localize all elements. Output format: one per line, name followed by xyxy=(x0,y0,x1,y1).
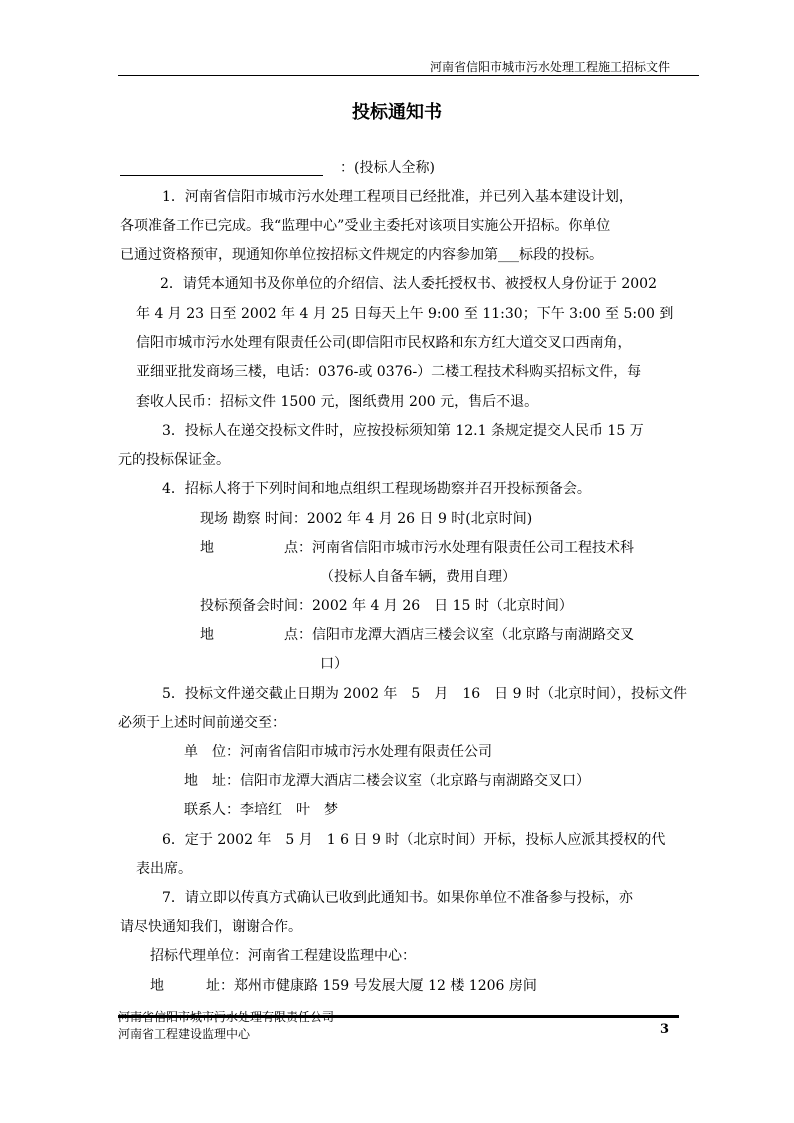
paragraph-line: （投标人自备车辆，费用自理） xyxy=(320,569,516,585)
paragraph-line: 招标代理单位：河南省工程建设监理中心： xyxy=(150,948,416,964)
paragraph-line: 4．招标人将于下列时间和地点组织工程现场勘察并召开投标预备会。 xyxy=(162,481,591,497)
paragraph-line: 已通过资格预审，现通知你单位按招标文件规定的内容参加第___标段的投标。 xyxy=(120,247,603,263)
paragraph-line: 亚细亚批发商场三楼，电话：0376-或 0376-）二楼工程技术科购买招标文件，每 xyxy=(136,364,642,380)
paragraph-line: 7．请立即以传真方式确认已收到此通知书。如果你单位不准备参与投标，亦 xyxy=(162,890,633,906)
paragraph-line: 口） xyxy=(320,656,348,672)
addressee-label: ：(投标人全称) xyxy=(340,160,435,176)
paragraph-line: 地 点：信阳市龙潭大酒店三楼会议室（北京路与南湖路交叉 xyxy=(200,627,634,643)
paragraph-line: 6．定于 2002 年 5 月 1 6 日 9 时（北京时间）开标，投标人应派其授权的代 xyxy=(162,832,666,848)
paragraph-line: 信阳市城市污水处理有限责任公司(即信阳市民权路和东方红大道交叉口西南角， xyxy=(136,335,632,351)
paragraph-line: 单 位：河南省信阳市城市污水处理有限责任公司 xyxy=(184,744,492,760)
page-number: 3 xyxy=(660,1022,670,1037)
paragraph-line: 套收人民币：招标文件 1500 元，图纸费用 200 元，售后不退。 xyxy=(136,394,539,410)
paragraph-line: 地 点：河南省信阳市城市污水处理有限责任公司工程技术科 xyxy=(200,540,634,556)
addressee-blank-line xyxy=(120,175,323,176)
paragraph-line: 1．河南省信阳市城市污水处理工程项目已经批准，并已列入基本建设计划， xyxy=(162,189,633,205)
document-title: 投标通知书 xyxy=(352,102,442,123)
paragraph-line: 各项准备工作已完成。我“监理中心”受业主委托对该项目实施公开招标。你单位 xyxy=(120,218,611,234)
paragraph-line: 元的投标保证金。 xyxy=(118,452,230,468)
header-rule xyxy=(118,75,699,76)
footer-rule xyxy=(118,1015,679,1018)
running-header: 河南省信阳市城市污水处理工程施工招标文件 xyxy=(430,60,671,74)
paragraph-line: 请尽快通知我们，谢谢合作。 xyxy=(120,919,302,935)
paragraph-line: 地 址：信阳市龙潭大酒店二楼会议室（北京路与南湖路交叉口） xyxy=(184,773,590,789)
paragraph-line: 表出席。 xyxy=(136,861,192,877)
footer-org-owner: 河南省信阳市城市污水处理有限责任公司 xyxy=(118,1010,335,1024)
paragraph-line: 年 4 月 23 日至 2002 年 4 月 25 日每天上午 9:00 至 11:30；下午 3:00 至 5:00 到 xyxy=(136,306,674,322)
paragraph-line: 必须于上述时间前递交至： xyxy=(118,715,286,731)
paragraph-line: 5．投标文件递交截止日期为 2002 年 5 月 16 日 9 时（北京时间），投标文件 xyxy=(162,686,687,702)
paragraph-line: 投标预备会时间：2002 年 4 月 26 日 15 时（北京时间） xyxy=(200,598,573,614)
footer-org-agent: 河南省工程建设监理中心 xyxy=(118,1027,251,1041)
paragraph-line: 现场 勘察 时间：2002 年 4 月 26 日 9 时(北京时间) xyxy=(200,511,533,527)
paragraph-line: 2．请凭本通知书及你单位的介绍信、法人委托授权书、被授权人身份证于 2002 xyxy=(160,276,657,292)
paragraph-line: 联系人：李培红 叶 梦 xyxy=(184,802,338,818)
paragraph-line: 3．投标人在递交投标文件时，应按投标须知第 12.1 条规定提交人民币 15 万 xyxy=(162,423,644,439)
paragraph-line: 地 址：郑州市健康路 159 号发展大厦 12 楼 1206 房间 xyxy=(150,978,537,994)
